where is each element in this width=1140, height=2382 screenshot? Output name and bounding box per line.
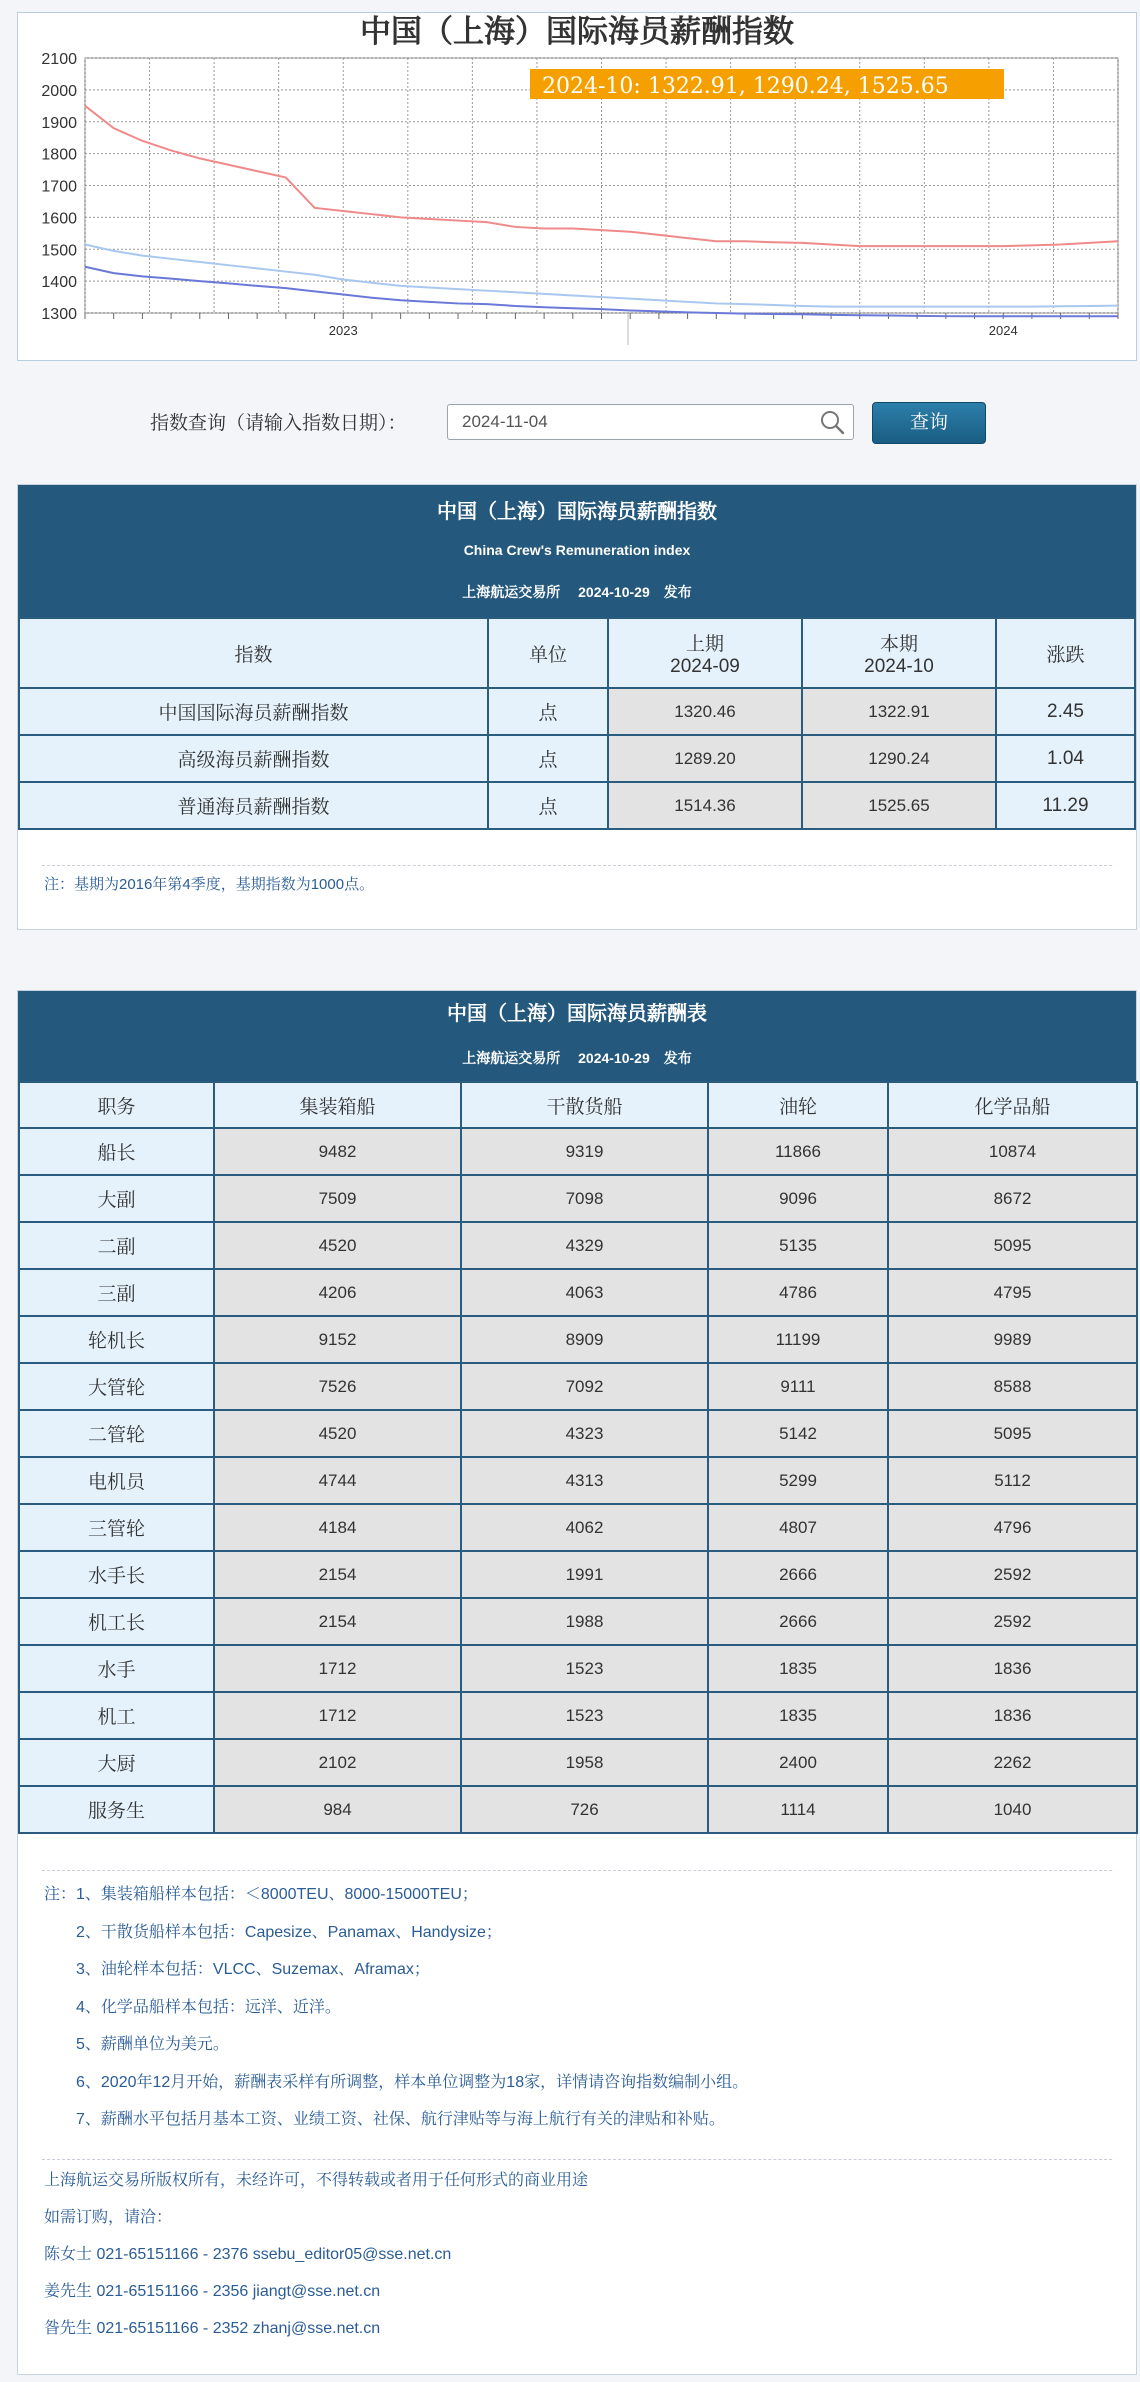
position-cell: 大厨 <box>19 1739 214 1786</box>
salary-cell: 5095 <box>888 1410 1137 1457</box>
salary-cell: 9096 <box>708 1175 888 1222</box>
salary-table-row <box>19 1410 1137 1457</box>
salary-cell: 1835 <box>708 1692 888 1739</box>
salary-cell: 1712 <box>214 1645 461 1692</box>
position-cell: 机工 <box>19 1692 214 1739</box>
salary-cell: 4796 <box>888 1504 1137 1551</box>
salary-note: 注：1、集装箱船样本包括：＜8000TEU、8000-15000TEU； <box>44 1886 478 1903</box>
index-table-header-row <box>19 618 1135 688</box>
salary-note: 6、2020年12月开始，薪酬表采样有所调整，样本单位调整为18家，详情请咨询指数编制小组。 <box>76 2073 749 2091</box>
col-header-unit: 单位 <box>488 618 608 688</box>
salary-cell: 4313 <box>461 1457 708 1504</box>
previous-value-cell: 1289.20 <box>608 735 802 782</box>
position-cell: 水手长 <box>19 1551 214 1598</box>
salary-note: 3、油轮样本包括：VLCC、Suzemax、Aframax； <box>76 1961 430 1978</box>
change-cell: 2.45 <box>996 688 1135 735</box>
salary-cell: 4744 <box>214 1457 461 1504</box>
col-header-position: 职务 <box>19 1082 214 1128</box>
col-header-current-label: 本期 <box>879 633 918 655</box>
index-name-cell: 中国国际海员薪酬指数 <box>19 688 488 735</box>
position-cell: 轮机长 <box>19 1316 214 1363</box>
salary-cell: 2262 <box>888 1739 1137 1786</box>
salary-table-row <box>19 1598 1137 1645</box>
index-name-cell: 高级海员薪酬指数 <box>19 735 488 782</box>
change-cell: 1.04 <box>996 735 1135 782</box>
col-header-previous <box>608 618 802 688</box>
search-icon[interactable] <box>819 409 845 435</box>
y-tick-label: 2100 <box>41 51 77 68</box>
salary-table-title: 中国（上海）国际海员薪酬表 <box>447 1003 707 1025</box>
change-cell: 11.29 <box>996 782 1135 829</box>
chart-title: 中国（上海）国际海员薪酬指数 <box>360 14 794 50</box>
current-value-cell: 1322.91 <box>802 688 996 735</box>
salary-cell: 1988 <box>461 1598 708 1645</box>
position-cell: 大管轮 <box>19 1363 214 1410</box>
position-cell: 二副 <box>19 1222 214 1269</box>
index-name-cell: 普通海员薪酬指数 <box>19 782 488 829</box>
salary-cell: 7526 <box>214 1363 461 1410</box>
y-tick-label: 1600 <box>41 210 77 228</box>
salary-panel <box>17 990 1137 2375</box>
salary-note: 7、薪酬水平包括月基本工资、业绩工资、社保、航行津贴等与海上航行有关的津贴和补贴。 <box>76 2111 725 2128</box>
salary-cell: 4786 <box>708 1269 888 1316</box>
salary-cell: 5142 <box>708 1410 888 1457</box>
date-input-value: 2024-11-04 <box>462 412 548 431</box>
position-cell: 二管轮 <box>19 1410 214 1457</box>
salary-cell: 11199 <box>708 1316 888 1363</box>
salary-cell: 726 <box>461 1786 708 1833</box>
salary-cell: 2154 <box>214 1598 461 1645</box>
y-tick-label: 2000 <box>41 82 77 100</box>
line-chart[interactable] <box>18 13 1136 360</box>
col-header-current <box>802 618 996 688</box>
query-button[interactable]: 查询 <box>872 402 986 444</box>
y-tick-label: 1500 <box>41 242 77 260</box>
salary-cell: 1958 <box>461 1739 708 1786</box>
salary-cell: 5112 <box>888 1457 1137 1504</box>
salary-cell: 4807 <box>708 1504 888 1551</box>
position-cell: 电机员 <box>19 1457 214 1504</box>
col-header-current-date: 2024-10 <box>864 655 934 677</box>
index-chart <box>17 12 1137 361</box>
position-cell: 大副 <box>19 1175 214 1222</box>
query-bar <box>0 402 1140 442</box>
position-cell: 水手 <box>19 1645 214 1692</box>
salary-cell: 1523 <box>461 1692 708 1739</box>
col-header-tanker: 油轮 <box>708 1082 888 1128</box>
salary-cell: 1040 <box>888 1786 1137 1833</box>
salary-table-row <box>19 1739 1137 1786</box>
unit-cell: 点 <box>488 735 608 782</box>
col-header-bulk: 干散货船 <box>461 1082 708 1128</box>
salary-cell: 9319 <box>461 1128 708 1175</box>
copyright-text: 上海航运交易所版权所有，未经许可，不得转载或者用于任何形式的商业用途 <box>44 2172 589 2189</box>
salary-cell: 4795 <box>888 1269 1137 1316</box>
salary-cell: 4520 <box>214 1222 461 1269</box>
x-tick-label: 2023 <box>328 323 358 338</box>
col-header-change: 涨跌 <box>996 618 1135 688</box>
salary-cell: 1991 <box>461 1551 708 1598</box>
salary-table-row <box>19 1504 1137 1551</box>
index-table-row <box>19 688 1135 735</box>
salary-table-row <box>19 1786 1137 1833</box>
salary-table <box>18 1081 1138 1834</box>
salary-cell: 2102 <box>214 1739 461 1786</box>
salary-cell: 5095 <box>888 1222 1137 1269</box>
salary-table-row <box>19 1175 1137 1222</box>
salary-cell: 4520 <box>214 1410 461 1457</box>
position-cell: 三管轮 <box>19 1504 214 1551</box>
salary-cell: 7509 <box>214 1175 461 1222</box>
previous-value-cell: 1514.36 <box>608 782 802 829</box>
y-tick-label: 1300 <box>41 306 77 323</box>
salary-table-row <box>19 1128 1137 1175</box>
salary-table-row <box>19 1457 1137 1504</box>
col-header-previous-label: 上期 <box>685 633 724 655</box>
x-tick-label: 2024 <box>988 323 1018 338</box>
tooltip-text: 2024-10: 1322.91, 1290.24, 1525.65 <box>542 74 949 99</box>
salary-panel-header <box>18 991 1136 1081</box>
query-label: 指数查询（请输入指数日期）： <box>150 413 407 434</box>
salary-table-row <box>19 1551 1137 1598</box>
date-input[interactable] <box>447 404 854 440</box>
salary-table-row <box>19 1316 1137 1363</box>
index-panel-header <box>18 485 1136 617</box>
index-table-row <box>19 782 1135 829</box>
unit-cell: 点 <box>488 782 608 829</box>
salary-cell: 4062 <box>461 1504 708 1551</box>
salary-table-row <box>19 1269 1137 1316</box>
index-table-title: 中国（上海）国际海员薪酬指数 <box>437 501 717 523</box>
unit-cell: 点 <box>488 688 608 735</box>
salary-cell: 7092 <box>461 1363 708 1410</box>
salary-table-publisher: 上海航运交易所 2024-10-29 发布 <box>462 1050 692 1066</box>
contact-line: 陈女士 021-65151166 - 2376 ssebu_editor05@sse.net.cn <box>44 2246 452 2263</box>
subscribe-text: 如需订购，请洽： <box>44 2209 173 2226</box>
index-table-row <box>19 735 1135 782</box>
y-tick-label: 1800 <box>41 146 77 164</box>
salary-cell: 984 <box>214 1786 461 1833</box>
col-header-index: 指数 <box>19 618 488 688</box>
salary-cell: 4323 <box>461 1410 708 1457</box>
salary-cell: 9989 <box>888 1316 1137 1363</box>
salary-cell: 8672 <box>888 1175 1137 1222</box>
contacts <box>44 2241 451 2352</box>
position-cell: 船长 <box>19 1128 214 1175</box>
salary-cell: 10874 <box>888 1128 1137 1175</box>
col-header-container: 集装箱船 <box>214 1082 461 1128</box>
index-table-publisher: 上海航运交易所 2024-10-29 发布 <box>462 584 692 600</box>
salary-cell: 1836 <box>888 1692 1137 1739</box>
index-panel <box>17 484 1137 930</box>
divider <box>42 1870 1112 1871</box>
col-header-previous-date: 2024-09 <box>670 655 740 677</box>
salary-cell: 4206 <box>214 1269 461 1316</box>
salary-cell: 2666 <box>708 1551 888 1598</box>
y-tick-label: 1900 <box>41 114 77 132</box>
salary-cell: 4063 <box>461 1269 708 1316</box>
salary-cell: 1712 <box>214 1692 461 1739</box>
salary-table-row <box>19 1692 1137 1739</box>
salary-cell: 1114 <box>708 1786 888 1833</box>
current-value-cell: 1525.65 <box>802 782 996 829</box>
salary-cell: 2592 <box>888 1551 1137 1598</box>
salary-cell: 9111 <box>708 1363 888 1410</box>
index-table <box>18 617 1136 830</box>
salary-cell: 5299 <box>708 1457 888 1504</box>
salary-table-row <box>19 1645 1137 1692</box>
salary-cell: 4329 <box>461 1222 708 1269</box>
salary-cell: 4184 <box>214 1504 461 1551</box>
salary-cell: 9482 <box>214 1128 461 1175</box>
salary-cell: 8588 <box>888 1363 1137 1410</box>
divider <box>42 865 1112 866</box>
index-note: 注：基期为2016年第4季度，基期指数为1000点。 <box>44 876 375 893</box>
salary-cell: 11866 <box>708 1128 888 1175</box>
salary-cell: 9152 <box>214 1316 461 1363</box>
current-value-cell: 1290.24 <box>802 735 996 782</box>
col-header-chemical: 化学品船 <box>888 1082 1137 1128</box>
salary-table-row <box>19 1222 1137 1269</box>
salary-cell: 1523 <box>461 1645 708 1692</box>
y-tick-label: 1700 <box>41 178 77 196</box>
salary-table-row <box>19 1363 1137 1410</box>
salary-note: 4、化学品船样本包括：远洋、近洋。 <box>76 1998 341 2016</box>
position-cell: 三副 <box>19 1269 214 1316</box>
index-table-subtitle: China Crew's Remuneration index <box>463 542 691 558</box>
salary-note: 2、干散货船样本包括：Capesize、Panamax、Handysize； <box>76 1923 502 1941</box>
salary-note: 5、薪酬单位为美元。 <box>76 2036 229 2053</box>
contact-line: 姜先生 021-65151166 - 2356 jiangt@sse.net.cn <box>44 2283 381 2300</box>
salary-cell: 1836 <box>888 1645 1137 1692</box>
salary-cell: 2592 <box>888 1598 1137 1645</box>
salary-cell: 8909 <box>461 1316 708 1363</box>
salary-notes <box>44 1881 748 2144</box>
position-cell: 服务生 <box>19 1786 214 1833</box>
salary-cell: 2666 <box>708 1598 888 1645</box>
salary-table-header-row <box>19 1082 1137 1128</box>
divider <box>42 2159 1112 2160</box>
salary-cell: 7098 <box>461 1175 708 1222</box>
salary-cell: 2154 <box>214 1551 461 1598</box>
position-cell: 机工长 <box>19 1598 214 1645</box>
salary-cell: 2400 <box>708 1739 888 1786</box>
salary-cell: 5135 <box>708 1222 888 1269</box>
salary-cell: 1835 <box>708 1645 888 1692</box>
y-tick-label: 1400 <box>41 274 77 292</box>
contact-line: 昝先生 021-65151166 - 2352 zhanj@sse.net.cn <box>44 2320 381 2337</box>
previous-value-cell: 1320.46 <box>608 688 802 735</box>
